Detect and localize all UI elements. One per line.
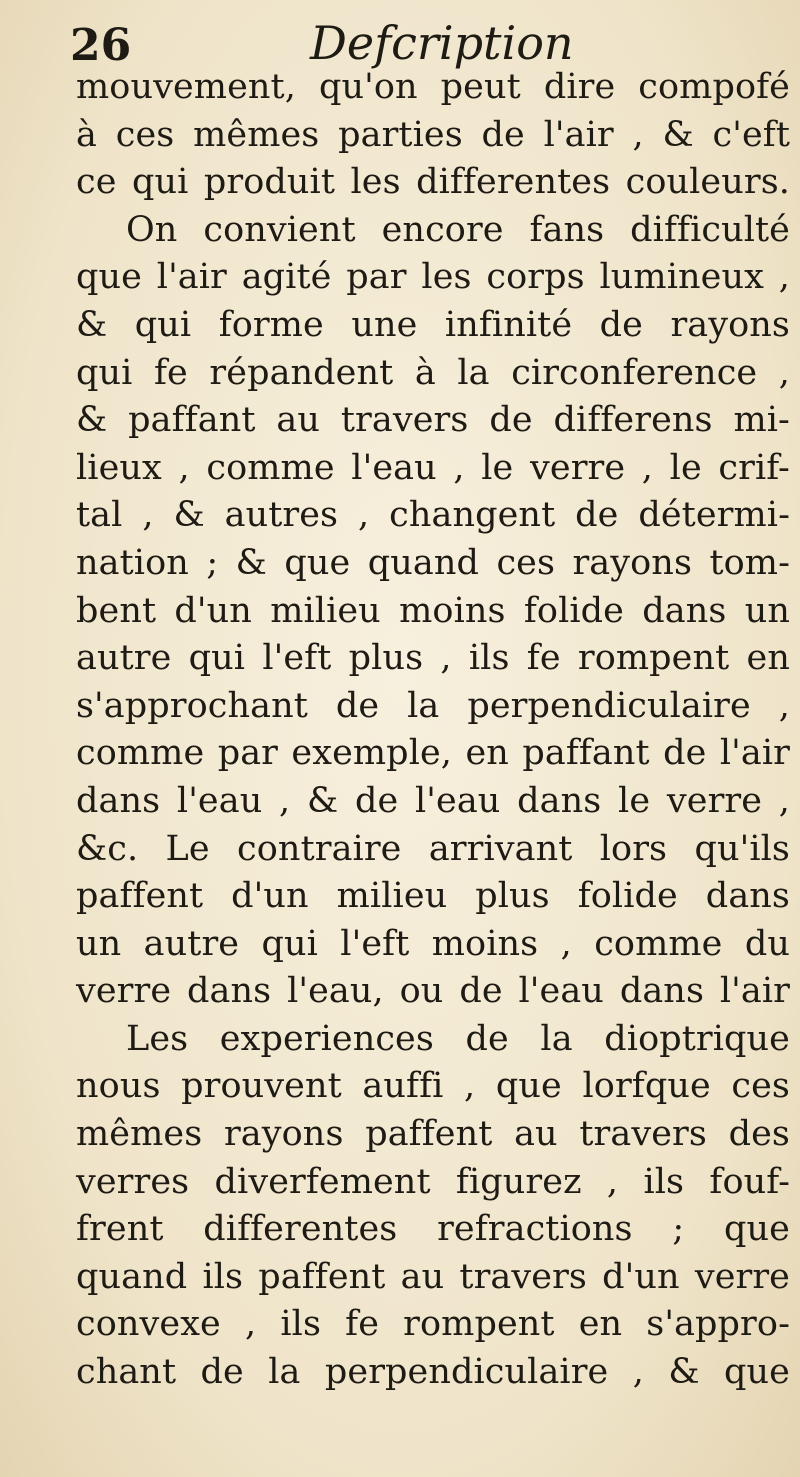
text-line: &c. Le contraire arrivant lors qu'ils [76, 828, 790, 869]
text-line: ce qui produit les differentes couleurs. [76, 162, 790, 203]
text-line: comme par exemple, en paffant de l'air [76, 733, 790, 774]
text-line: un autre qui l'eft moins , comme du [76, 923, 790, 964]
text-line: Les experiences de la dioptrique [126, 1018, 790, 1059]
text-line: quand ils paffent au travers d'un verre [76, 1256, 790, 1297]
text-line: à ces mêmes parties de l'air , & c'eft [76, 114, 790, 155]
text-line: que l'air agité par les corps lumineux , [76, 257, 790, 298]
text-line: mêmes rayons paffent au travers des [76, 1114, 790, 1155]
text-line: convexe , ils fe rompent en s'appro- [76, 1304, 790, 1345]
text-line: verre dans l'eau, ou de l'eau dans l'air [76, 971, 790, 1012]
text-line: qui fe répandent à la circonference , [76, 352, 790, 393]
text-line: & paffant au travers de differens mi- [76, 400, 790, 441]
text-line: paffent d'un milieu plus folide dans [76, 876, 790, 917]
text-line: verres diverfement figurez , ils fouf- [76, 1161, 790, 1202]
body-text [76, 64, 790, 1397]
page-number: 26 [70, 20, 132, 71]
running-head: Defcription [310, 16, 574, 70]
text-line: On convient encore fans difficulté [126, 209, 790, 250]
text-line: frent differentes refractions ; que [76, 1209, 790, 1250]
text-line: nation ; & que quand ces rayons tom- [76, 542, 790, 583]
text-line: s'approchant de la perpendiculaire , [76, 685, 790, 726]
text-line: bent d'un milieu moins folide dans un [76, 590, 790, 631]
text-line: tal , & autres , changent de détermi- [76, 495, 790, 536]
text-line: lieux , comme l'eau , le verre , le crif- [76, 447, 790, 488]
text-line: autre qui l'eft plus , ils fe rompent en [76, 638, 790, 679]
text-line: & qui forme une infinité de rayons [76, 304, 790, 345]
text-line: mouvement, qu'on peut dire compofé [76, 67, 790, 107]
text-line: chant de la perpendiculaire , & que [76, 1352, 790, 1393]
text-line: nous prouvent auffi , que lorfque ces [76, 1066, 790, 1107]
text-line: dans l'eau , & de l'eau dans le verre , [76, 780, 790, 821]
